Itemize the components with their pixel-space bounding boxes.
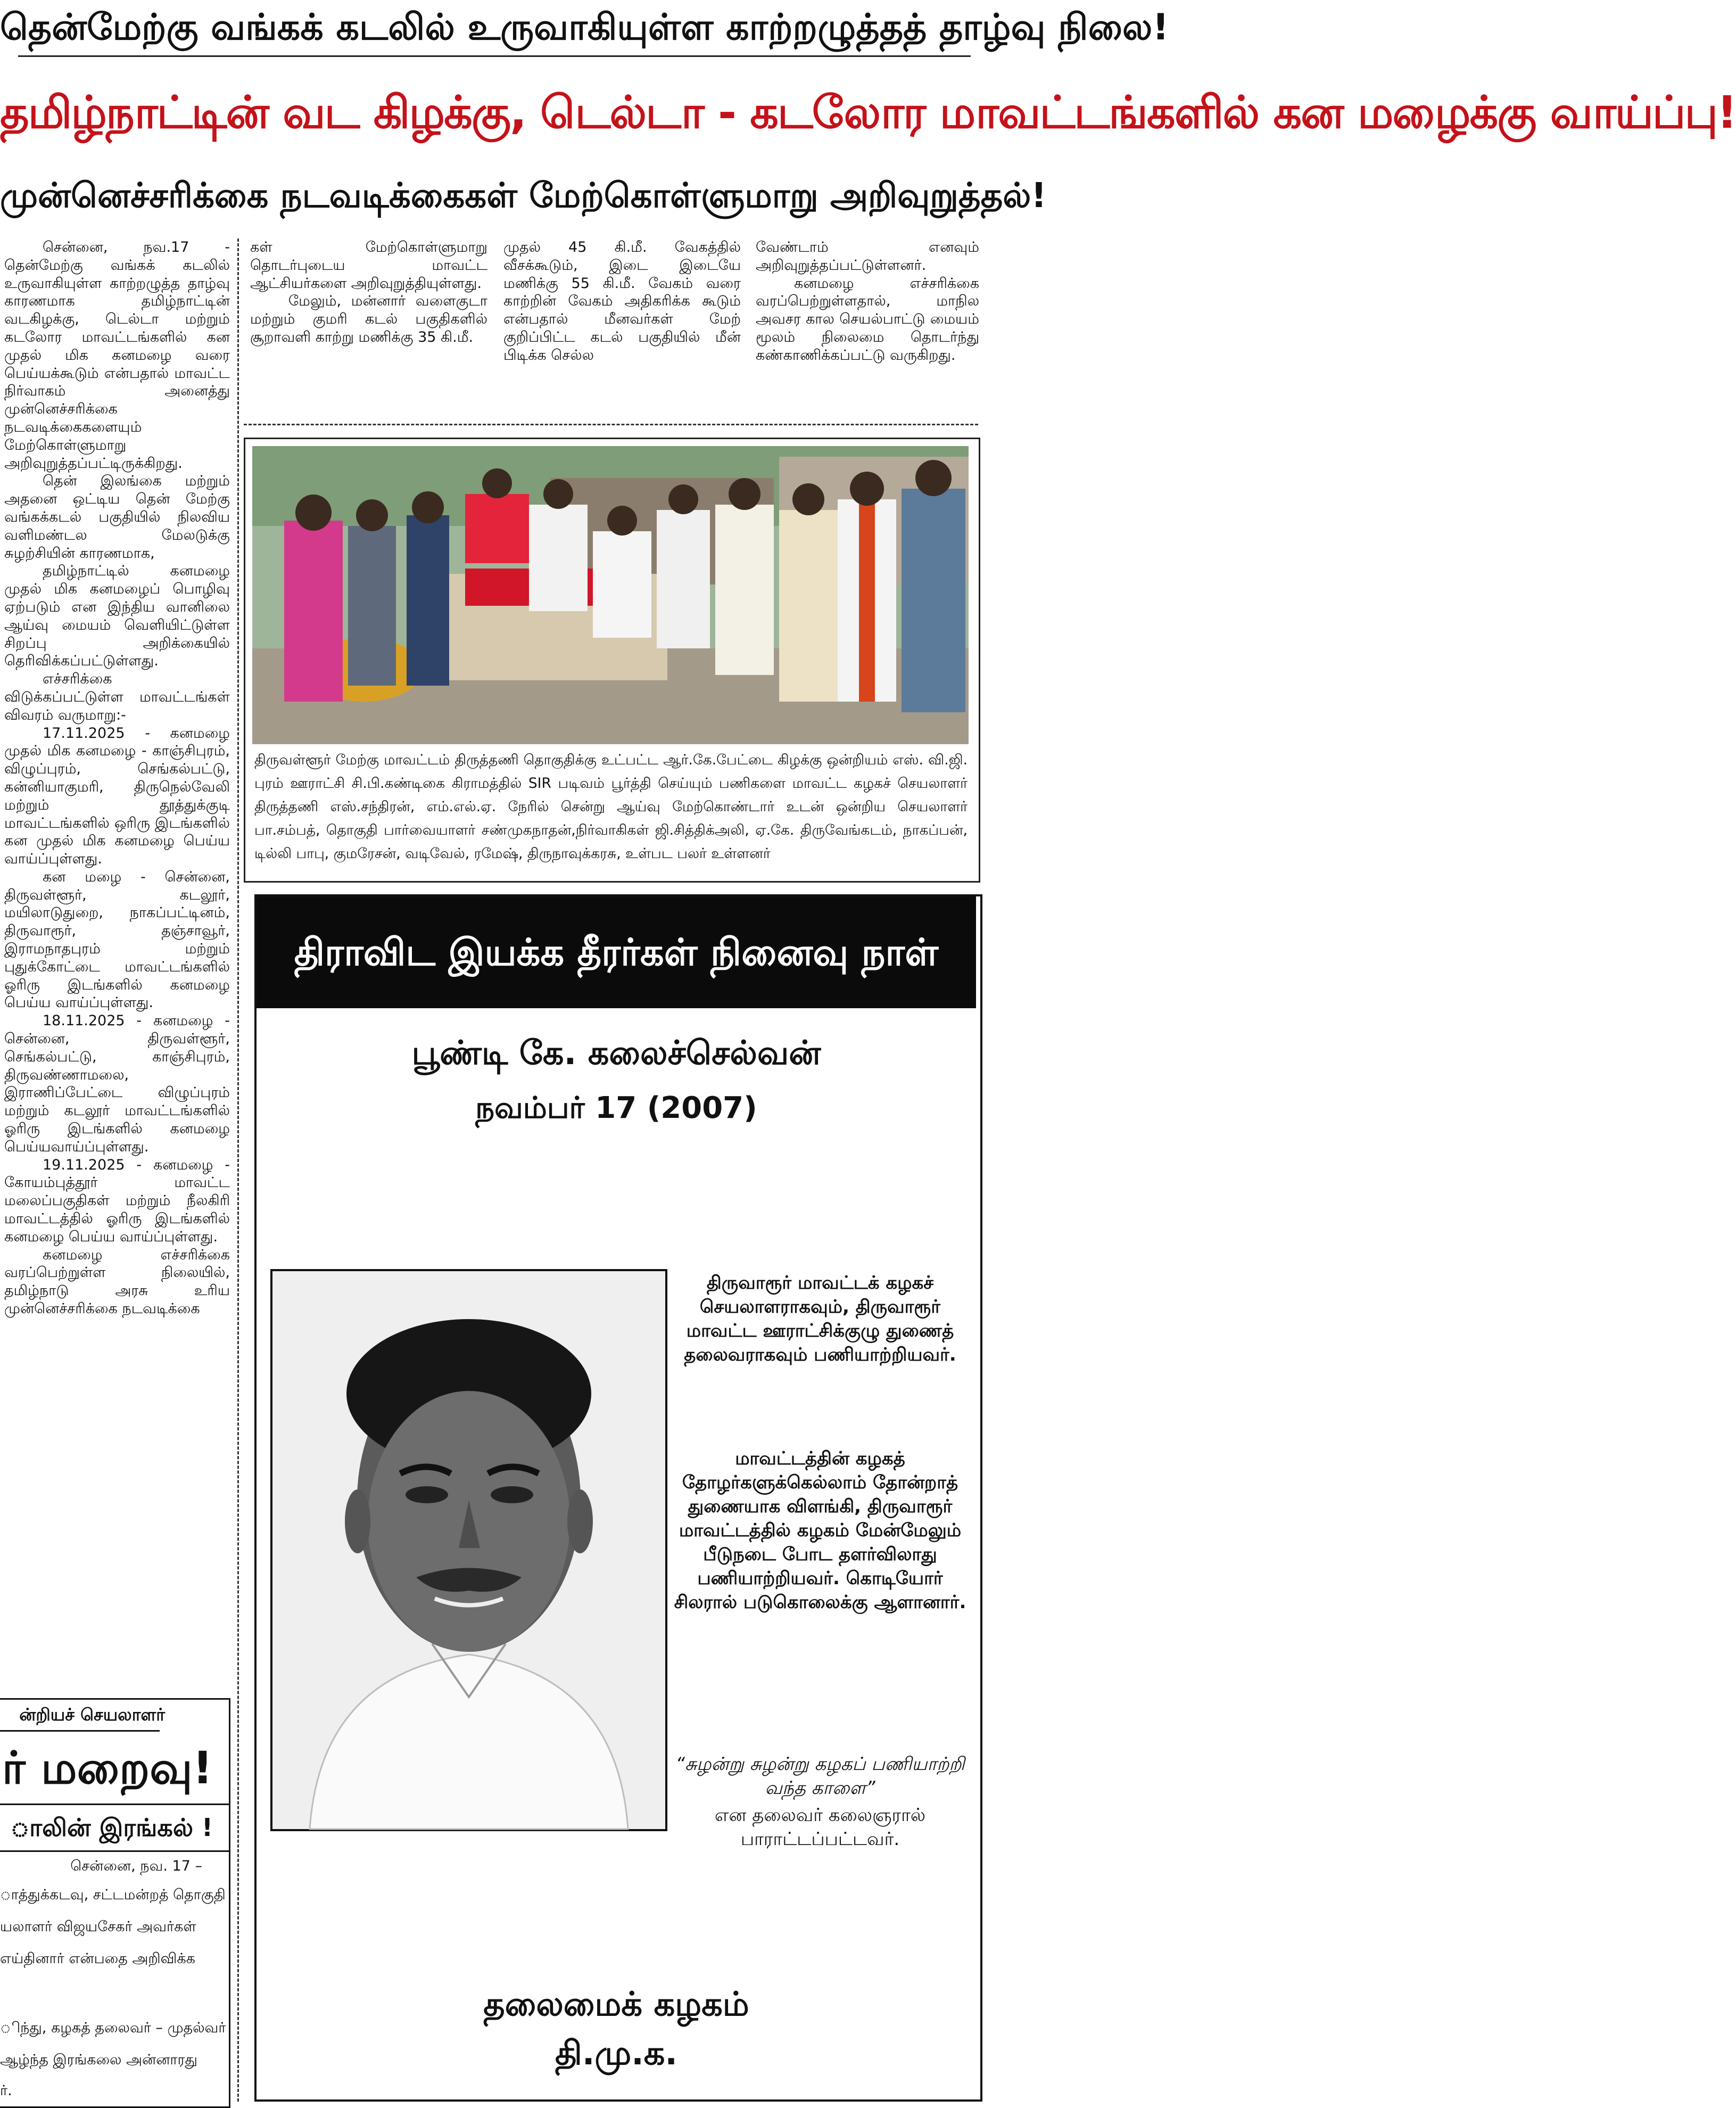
memorial-date: நவம்பர் 17 (2007) [475, 1091, 757, 1125]
article-column-3 [503, 238, 741, 414]
obituary-kicker: ன்றியச் செயலாளர் [19, 1704, 165, 1725]
memorial-quote: “சுழன்று சுழன்று கழகப் பணியாற்றி வந்த காளை” [675, 1753, 965, 1799]
article-paragraph: எச்சரிக்கை விடுக்கப்பட்டுள்ள மாவட்டங்கள் விவரம் வருமாறு:- [4, 671, 230, 723]
memorial-banner: திராவிட இயக்க தீரர்கள் நினைவு நாள் [257, 896, 976, 1008]
obituary-title: ர் மறைவு! [2, 1742, 213, 1794]
memorial-footer-party: தி.மு.க. [555, 2033, 677, 2072]
article-paragraph: 17.11.2025 - கனமழை முதல் மிக கனமழை - காஞ்சிபுரம், விழுப்புரம், செங்கல்பட்டு, கன்னியாகுமரி, திருநெல்வேலி மற்றும் தூத்துக்குடி மாவட்டங்களில் ஒரிரு இடங்களில் கன முதல் மிக கனமழை பெய்ய வாய்ப்புள்ளது. [4, 724, 230, 868]
memorial-bio-1: திருவாரூர் மாவட்டக் கழகச் செயலாளராகவும், திருவாரூர் மாவட்ட ஊராட்சிக்குழு துணைத் தலைவராகவும் பணியாற்றியவர். [684, 1272, 956, 1365]
headline-sub: முன்னெச்சரிக்கை நடவடிக்கைகள் மேற்கொள்ளுமாறு அறிவுறுத்தல்! [0, 176, 1047, 216]
article-paragraph: சென்னை, நவ.17 - தென்மேற்கு வங்கக் கடலில் உருவாகியுள்ள காற்றழுத்த தாழ்வு காரணமாக தமிழ்நாட்டின் வடகிழக்கு, டெல்டா மற்றும் கடலோர மாவட்டங்களில் கன முதல் மிக கனமழை வரை பெய்யக்கூடும் என்பதால் மாவட்ட நிர்வாகம் அனைத்து முன்னெச்சரிக்கை நடவடிக்கைகளையும் மேற்கொள்ளுமாறு அறிவுறுத்தப்பட்டிருக்கிறது. [4, 239, 230, 472]
article-column-4 [756, 238, 979, 414]
photo-caption: திருவள்ளூர் மேற்கு மாவட்டம் திருத்தணி தொகுதிக்கு உட்பட்ட ஆர்.கே.பேட்டை கிழக்கு ஒன்றியம் எஸ். வி.ஜி. புரம் ஊராட்சி சி.பி.கண்டிகை கிராமத்தில் SIR படிவம் பூர்த்தி செய்யும் பணிகளை மாவட்ட கழகச் செயலாளர் திருத்தணி எஸ்.சந்திரன், எம்.எல்.ஏ. நேரில் சென்று ஆய்வு மேற்கொண்டார் உடன் ஒன்றிய செயலாளர் பா.சம்பத், தொகுதி பார்வையாளர் சண்முகநாதன்,நிர்வாகிகள் ஜி.சித்திக்அலி, ஏ.கே. திருவேங்கடம், நாகப்பன், டில்லி பாபு, குமரேசன், வடிவேல், ரமேஷ், திருநாவுக்கரசு, உள்பட பலர் உள்ளனர் [254, 752, 968, 862]
column-divider [237, 238, 239, 2102]
obituary-line: ர். [0, 2082, 12, 2099]
headline-rule [18, 55, 971, 57]
headline-top: தென்மேற்கு வங்கக் கடலில் உருவாகியுள்ள காற்றழுத்தத் தாழ்வு நிலை! [0, 6, 1169, 48]
article-paragraph: வேண்டாம் எனவும் அறிவுறுத்தப்பட்டுள்ளனர். [756, 239, 979, 274]
obituary-line: எய்தினார் என்பதை அறிவிக்க [0, 1950, 195, 1967]
portrait-frame [270, 1269, 667, 1831]
article-paragraph: 19.11.2025 - கனமழை - கோயம்புத்தூர் மாவட்ட மலைப்பகுதிகள் மற்றும் நீலகிரி மாவட்டத்தில் ஓரிரு இடங்களில் கனமழை பெய்ய வாய்ப்புள்ளது. [4, 1156, 230, 1245]
article-paragraph: கள் மேற்கொள்ளுமாறு தொடர்புடைய மாவட்ட ஆட்சியர்களை அறிவுறுத்தியுள்ளது. [250, 239, 487, 292]
section-divider [244, 424, 978, 425]
headline-main: தமிழ்நாட்டின் வட கிழக்கு, டெல்டா - கடலோர மாவட்டங்களில் கன மழைக்கு வாய்ப்பு! [0, 86, 1736, 138]
article-paragraph: முதல் 45 கி.மீ. வேகத்தில் வீசக்கூடும், இடை இடையே மணிக்கு 55 கி.மீ. வேகம் வரை காற்றின் வேகம் அதிகரிக்க கூடும் என்பதால் மீனவர்கள் மேற் குறிப்பிட்ட கடல் பகுதியில் மீன் பிடிக்க செல்ல [503, 239, 741, 364]
article-paragraph: மேலும், மன்னார் வளைகுடா மற்றும் குமரி கடல் பகுதிகளில் சூறாவளி காற்று மணிக்கு 35 கி.மீ. [250, 293, 487, 345]
article-paragraph: கனமழை எச்சரிக்கை வரப்பெற்றுள்ள நிலையில், தமிழ்நாடு அரசு உரிய முன்னெச்சரிக்கை நடவடிக்கை [4, 1246, 230, 1318]
article-column-2 [250, 238, 487, 414]
obituary-subtitle: ாலின் இரங்கல் ! [11, 1813, 213, 1842]
obituary-line: ிந்து, கழகத் தலைவர் – முதல்வர் [0, 2020, 226, 2036]
article-paragraph: கனமழை எச்சரிக்கை வரப்பெற்றுள்ளதால், மாநில அவசர கால செயல்பாட்டு மையம் மூலம் நிலைமை தொடர்ந்து கண்காணிக்கப்பட்டு வருகிறது. [756, 275, 979, 364]
article-paragraph: தென் இலங்கை மற்றும் அதனை ஒட்டிய தென் மேற்கு வங்கக்கடல் பகுதியில் நிலவிய வளிமண்டல மேலடுக்கு சுழற்சியின் காரணமாக, [4, 473, 230, 562]
article-paragraph: கன மழை - சென்னை, திருவள்ளூர், கடலூர், மயிலாடுதுறை, நாகப்பட்டினம், திருவாரூர், தஞ்சாவூர், இராமநாதபுரம் மற்றும் புதுக்கோட்டை மாவட்டங்களில் ஓரிரு இடங்களில் கனமழை பெய்ய வாய்ப்புள்ளது. [4, 868, 230, 1011]
memorial-bio-2: மாவட்டத்தின் கழகத் தோழர்களுக்கெல்லாம் தோன்றாத் துணையாக விளங்கி, திருவாரூர் மாவட்டத்தில் கழகம் மேன்மேலும் பீடுநடை போட தளர்விலாது பணியாற்றியவர். கொடியோர் சிலரால் படுகொலைக்கு ஆளானார். [674, 1448, 966, 1613]
obituary-line: யலாளர் விஜயசேகர் அவர்கள் [0, 1918, 196, 1935]
article-column-1 [4, 238, 230, 1676]
memorial-footer-org: தலைமைக் கழகம் [483, 1985, 749, 2023]
memorial-name: பூண்டி கே. கலைச்செல்வன் [411, 1033, 821, 1072]
obituary-dateline: சென்னை, நவ. 17 – [70, 1858, 202, 1874]
obituary-line: ாத்துக்கடவு, சட்டமன்றத் தொகுதி [0, 1887, 226, 1903]
article-paragraph: 18.11.2025 - கனமழை - சென்னை, திருவள்ளூர், செங்கல்பட்டு, காஞ்சிபுரம், திருவண்ணாமலை, இராணிப்பேட்டை விழுப்புரம் மற்றும் கடலூர் மாவட்டங்களில் ஓரிரு இடங்களில் கனமழை பெய்யவாய்ப்புள்ளது. [4, 1012, 230, 1155]
obituary-rule [0, 1804, 229, 1805]
obituary-rule [0, 1730, 160, 1732]
obituary-line: ஆழ்ந்த இரங்கலை அன்னாரது [0, 2052, 197, 2068]
article-paragraph: தமிழ்நாட்டில் கனமழை முதல் மிக கனமழைப் பொழிவு ஏற்படும் என இந்திய வானிலை ஆய்வு மையம் வெளியிட்டுள்ள சிறப்பு அறிக்கையில் தெரிவிக்கப்பட்டுள்ளது. [4, 563, 230, 670]
obituary-rule [0, 1850, 229, 1852]
memorial-quote-attribution: என தலைவர் கலைஞரால் பாராட்டப்பட்டவர். [714, 1805, 926, 1850]
news-photo [252, 446, 969, 744]
portrait-photo [272, 1271, 665, 1829]
